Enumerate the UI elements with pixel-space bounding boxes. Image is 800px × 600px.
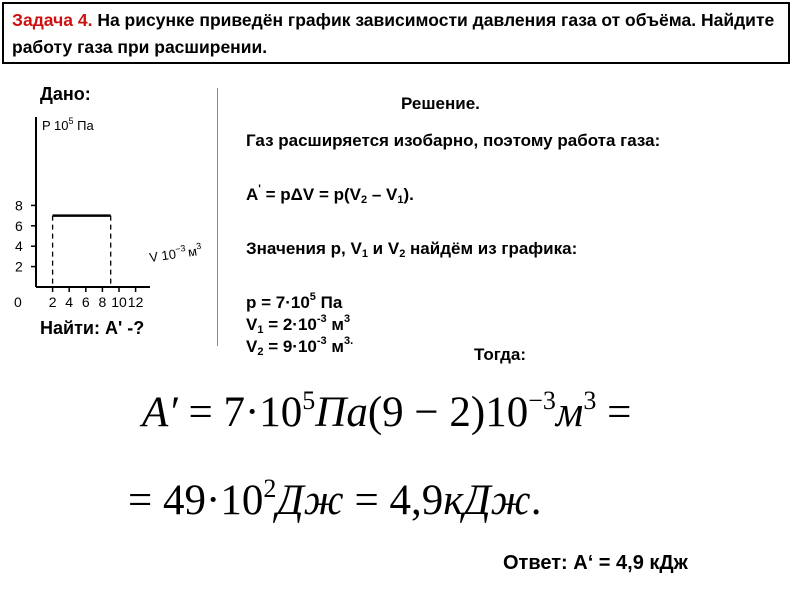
- x-tick-label: 8: [98, 294, 107, 310]
- x-tick-label: 6: [81, 294, 90, 310]
- y-axis-label: P $10^5$ Па: [42, 116, 94, 133]
- calculation-line-2: = $49\cdot 10^2Дж = 4,9кДж$.: [128, 474, 542, 524]
- solution-title: Решение.: [401, 94, 480, 113]
- given-title: Дано:: [40, 84, 91, 104]
- x-tick-label: 2: [48, 294, 57, 310]
- x-axis-label: V $10^{-3}м^3$: [148, 240, 202, 265]
- find-label: Найти: A' -?: [40, 318, 145, 338]
- y-tick-label: 8: [15, 197, 23, 214]
- task-statement: [2, 2, 790, 64]
- y-tick-label: 6: [15, 217, 23, 234]
- x-tick-label: 0: [14, 294, 22, 310]
- y-tick-label: 2: [15, 258, 23, 275]
- x-tick-label: 4: [65, 294, 74, 310]
- calculation-line-1: $A' = 7\cdot 10^5Па(9 - 2)10^{-3}м^3$ =: [142, 386, 632, 436]
- x-tick-label: 12: [127, 294, 144, 310]
- x-tick-label: 10: [111, 294, 127, 310]
- value-v2: $V_2 = 9\cdot 10^{-3}$ $м^{3.}$: [246, 335, 354, 358]
- answer-line: Ответ: A‘ = 4,9 кДж: [503, 552, 688, 574]
- value-v1: $V_1 = 2\cdot 10^{-3}$ $м^3$: [246, 313, 351, 336]
- y-tick-labels: [15, 197, 36, 274]
- then-label: Тогда:: [474, 345, 527, 364]
- x-tick-labels: [14, 287, 144, 310]
- work-formula: $A' = p\Delta V = p(V_2 - V_1)$.: [246, 183, 414, 206]
- solution-intro: Газ расширяется изобарно, поэтому работа газа:: [246, 131, 661, 150]
- pressure-volume-graph: [0, 105, 215, 315]
- vertical-divider: [217, 88, 218, 346]
- values-intro: Значения p, $V_1$ и $V_2$ найдём из графика:: [246, 239, 578, 260]
- y-tick-label: 4: [15, 238, 23, 255]
- value-p: $p = 7\cdot 10^5$ Па: [246, 291, 343, 312]
- task-label: Задача 4.: [12, 10, 93, 30]
- task-text: На рисунке приведён график зависимости давления газа от объёма. Найдите работу газа при расширении.: [12, 10, 775, 57]
